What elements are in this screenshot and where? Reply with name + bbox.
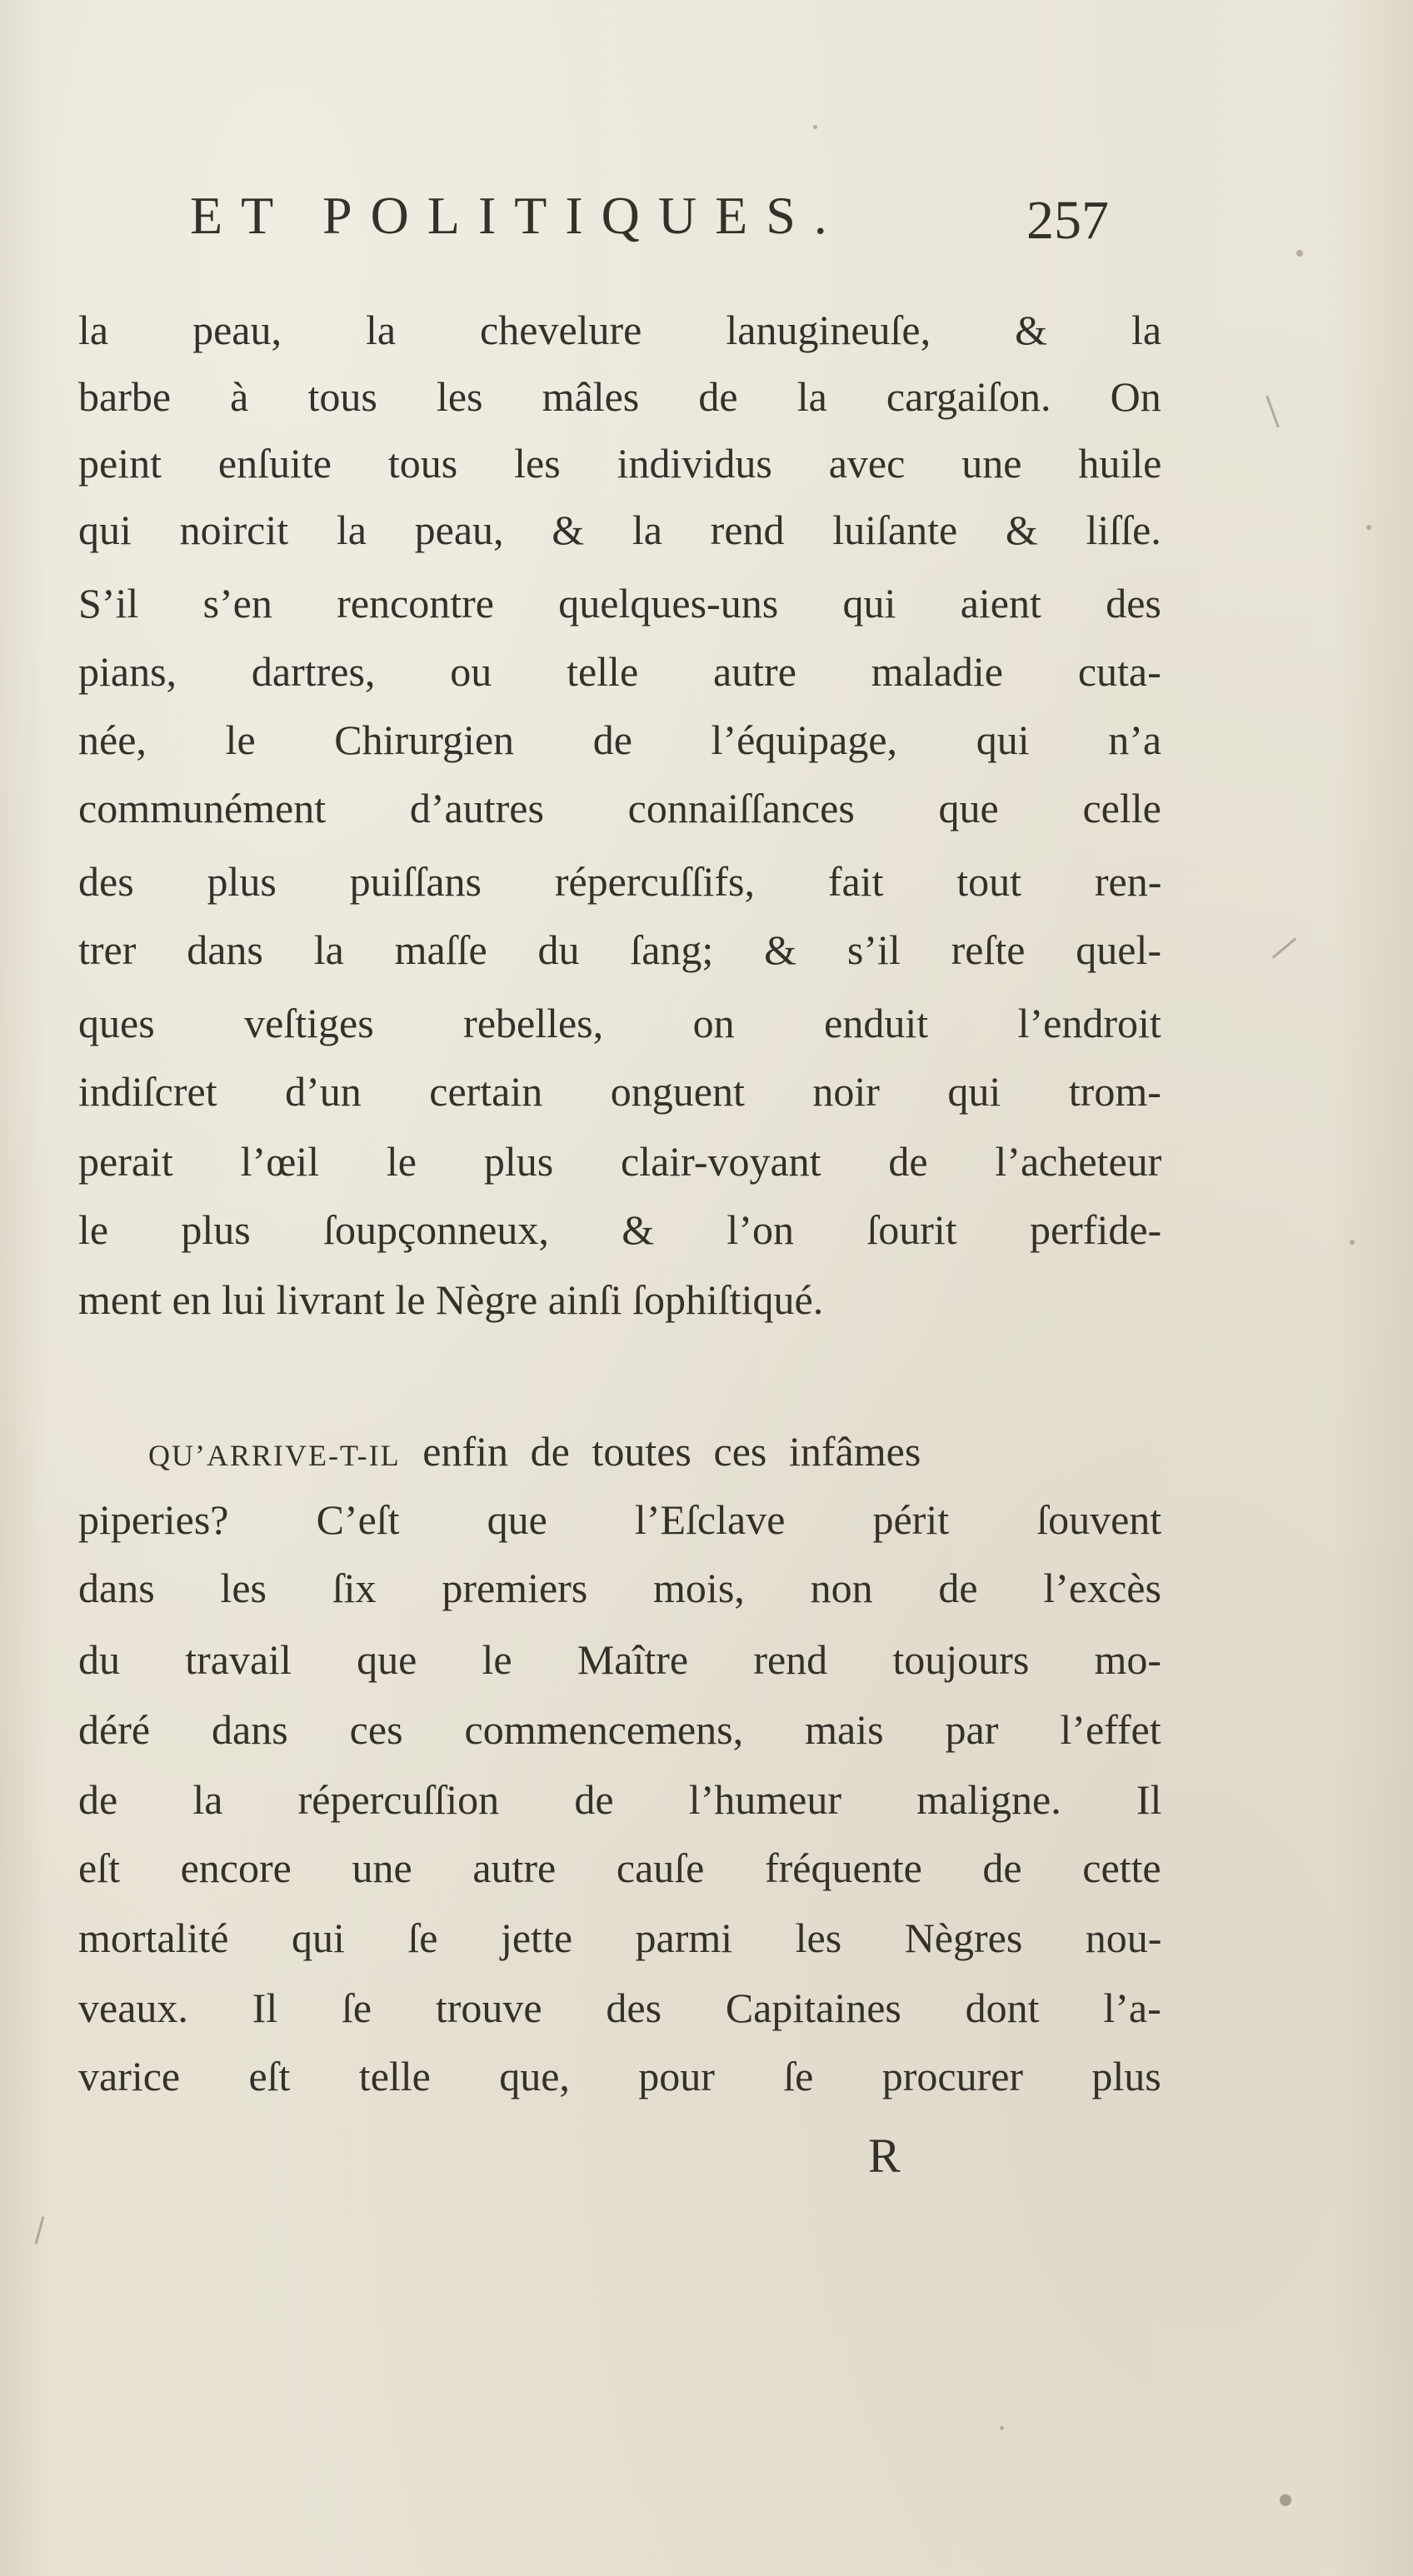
text-line: le plus ſoupçonneux, & l’on ſourit perfide-: [78, 1206, 1162, 1253]
paper-scratch: [1266, 396, 1280, 428]
paper-speck: [1366, 525, 1371, 530]
running-header: [190, 178, 1190, 253]
text-line: piperies? C’eſt que l’Eſclave périt ſouvent: [78, 1496, 1162, 1543]
paper-speck: [1280, 2494, 1291, 2506]
text-line: perait l’œil le plus clair-voyant de l’acheteur: [78, 1138, 1162, 1185]
page-number: 257: [1026, 190, 1109, 251]
paper-speck: [813, 125, 817, 129]
paper-scratch: [1272, 937, 1297, 958]
running-title: ET POLITIQUES.: [190, 186, 846, 245]
text-line: mortalité qui ſe jette parmi les Nègres nou-: [78, 1915, 1162, 1961]
text-line: qui noircit la peau, & la rend luiſante & liſſe.: [78, 507, 1161, 553]
text-line: de la répercuſſion de l’humeur maligne. Il: [78, 1776, 1162, 1823]
text-line: trer dans la maſſe du ſang; & s’il reſte quel-: [78, 926, 1161, 973]
text-line: barbe à tous les mâles de la cargaiſon. On: [78, 373, 1161, 420]
text-line: veaux. Il ſe trouve des Capitaines dont l’a-: [78, 1984, 1161, 2031]
text-line: née, le Chirurgien de l’équipage, qui n’a: [78, 716, 1162, 763]
signature-mark: R: [868, 2129, 901, 2183]
text-line: dans les ſix premiers mois, non de l’excès: [78, 1565, 1161, 1611]
text-line: ment en lui livrant le Nègre ainſi ſophiſtiqué.: [78, 1276, 824, 1323]
text-line: eſt encore une autre cauſe fréquente de cette: [78, 1845, 1161, 1891]
text-line: peint enſuite tous les individus avec une huile: [78, 440, 1162, 487]
text-line: ques veſtiges rebelles, on enduit l’endroit: [78, 1000, 1161, 1046]
paper-scratch: [35, 2216, 45, 2244]
paper-speck: [1000, 2426, 1004, 2430]
paper-speck: [1296, 250, 1303, 257]
opening-line-rest: enfin de toutes ces infâmes: [400, 1428, 921, 1475]
text-line: S’il s’en rencontre quelques-uns qui aient des: [78, 580, 1161, 627]
text-line: des plus puiſſans répercuſſifs, fait tout ren-: [78, 858, 1162, 905]
small-caps-opening: QU’ARRIVE-T-IL: [148, 1439, 401, 1472]
text-line: pians, dartres, ou telle autre maladie cuta-: [78, 648, 1161, 695]
text-line-opening: [148, 1421, 921, 1481]
paper-speck: [1350, 1240, 1355, 1245]
text-line: communément d’autres connaiſſances que celle: [78, 785, 1161, 831]
text-line: indiſcret d’un certain onguent noir qui trom-: [78, 1068, 1161, 1115]
text-line: du travail que le Maître rend toujours mo-: [78, 1636, 1162, 1683]
text-line: déré dans ces commencemens, mais par l’effet: [78, 1706, 1161, 1753]
text-line: varice eſt telle que, pour ſe procurer plus: [78, 2053, 1161, 2099]
text-line: la peau, la chevelure lanugineuſe, & la: [78, 307, 1162, 353]
